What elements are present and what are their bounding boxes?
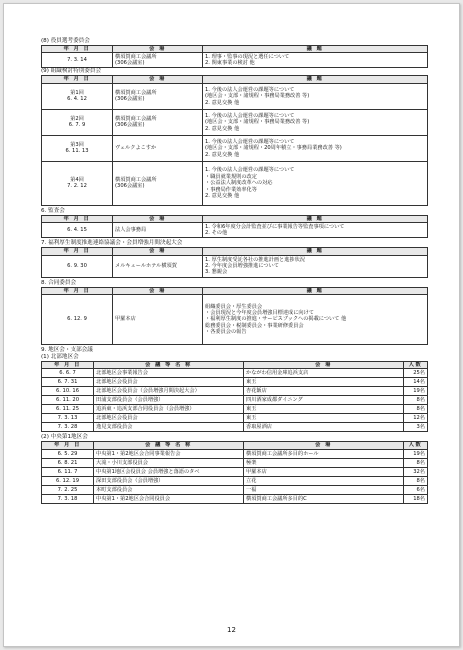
col-count-header: 人数	[404, 362, 428, 369]
col-meeting-header: 会 議 等 名 称	[94, 442, 244, 449]
meeting-name-cell: 田浦支部役員会（会員増強）	[94, 396, 244, 405]
joint-committee-table	[41, 287, 428, 345]
date-cell: 6. 7. 31	[42, 378, 94, 387]
section-title: (9) 組織検討特別委員会	[41, 68, 102, 75]
count-cell: 19名	[404, 387, 428, 396]
venue-cell: 極楽	[244, 458, 404, 467]
table-row	[42, 83, 428, 109]
date-cell: 6. 9. 30	[42, 255, 113, 277]
table-row	[42, 476, 428, 485]
section-title: 6. 監査会	[41, 207, 65, 214]
col-venue-header: 会 場	[113, 287, 203, 294]
col-venue-header: 会 場	[113, 76, 203, 83]
venue-cell: 東玉	[244, 378, 404, 387]
topic-cell: 組織委員会・厚生委員会 ・会員現況と今年度会員増強目標達成に向けて ・福利厚生制度の推進・サービスブックへの掲載について 他 総務委員会・税制委員会・事業研修委員会 ・各委員会の報告	[203, 295, 428, 345]
count-cell: 18名	[404, 494, 428, 503]
table-row	[42, 485, 428, 494]
count-cell: 14名	[404, 378, 428, 387]
meeting-name-cell: 深田支部役員会（会員増強）	[94, 476, 244, 485]
count-cell: 8名	[404, 458, 428, 467]
section-title: 8. 合同委員会	[41, 279, 77, 286]
col-topic-header: 議 題	[203, 76, 428, 83]
date-cell: 6. 10. 16	[42, 387, 94, 396]
document-page	[3, 3, 460, 647]
meeting-name-cell: 北部地区会事業報告会	[94, 369, 244, 378]
count-cell: 8名	[404, 396, 428, 405]
venue-cell: 東玉	[244, 405, 404, 414]
venue-cell: メルキュールホテル横須賀	[113, 255, 203, 277]
venue-cell: 立花	[244, 476, 404, 485]
report-content	[41, 38, 428, 504]
table-row	[42, 467, 428, 476]
table-row	[42, 396, 428, 405]
count-cell: 3名	[404, 423, 428, 432]
col-date-header: 年 月 日	[42, 46, 113, 53]
venue-cell: 横須賀商工会議所 (306会議室)	[113, 109, 203, 135]
date-cell: 6. 12. 9	[42, 295, 113, 345]
central-district-table	[41, 441, 428, 503]
table-row	[42, 161, 428, 205]
meeting-name-cell: 中央第1・第2地区会合同役員会	[94, 494, 244, 503]
meeting-name-cell: 逸見支部役員会	[94, 423, 244, 432]
date-cell: 7. 3. 14	[42, 53, 113, 68]
meeting-name-cell: 北部地区会役員会	[94, 378, 244, 387]
topic-cell: 1. 今後の法人会運営の課題等について (地区会・支部・諸規程・事務局業務改善 等) 2. 意見交換 他	[203, 109, 428, 135]
col-topic-header: 議 題	[203, 248, 428, 255]
date-cell: 7. 3. 18	[42, 494, 94, 503]
date-cell: 6. 4. 15	[42, 223, 113, 238]
col-date-header: 年 月 日	[42, 442, 94, 449]
date-cell: 6. 11. 7	[42, 467, 94, 476]
topic-cell: 1. 今後の法人会運営の課題等について (地区会・支部・諸規程・事務局業務改善 等) 2. 意見交換 他	[203, 83, 428, 109]
topic-cell: 1. 厚生制度受託各社の推進計画と進捗状況 2. 今年度会員増強推進について 3. 懇親会	[203, 255, 428, 277]
venue-cell: 杏花飯店	[244, 387, 404, 396]
col-date-header: 年 月 日	[42, 76, 113, 83]
date-cell: 第3回 6. 11. 13	[42, 135, 113, 161]
date-cell: 第4回 7. 2. 12	[42, 161, 113, 205]
count-cell: 19名	[404, 449, 428, 458]
venue-cell: 四川酒家成都ダイニング	[244, 396, 404, 405]
section-title: 9. 地区会・支部会議	[41, 347, 93, 354]
meeting-name-cell: 北部地区会役員会	[94, 414, 244, 423]
col-topic-header: 議 題	[203, 215, 428, 222]
topic-cell: 1. 理事・監事の現況と選任について 2. 関東事業の検討 他	[203, 53, 428, 68]
table-row	[42, 369, 428, 378]
table-row	[42, 405, 428, 414]
venue-cell: 横須賀商工会議所 (306会議室)	[113, 83, 203, 109]
section-title: (8) 役員選考委員会	[41, 38, 90, 44]
section-title: 7. 福利厚生制度推進連絡協議会・会員増強月間決起大会	[41, 240, 183, 247]
date-cell: 第2回 6. 7. 9	[42, 109, 113, 135]
col-venue-header: 会 場	[244, 442, 404, 449]
subsection-title: (1) 北部地区会	[41, 354, 79, 361]
date-cell: 7. 3. 28	[42, 423, 94, 432]
venue-cell: 一福	[244, 485, 404, 494]
date-cell: 6. 6. 7	[42, 369, 94, 378]
venue-cell: 甲羅本店	[244, 467, 404, 476]
count-cell: 25名	[404, 369, 428, 378]
page-number: 12	[227, 626, 236, 634]
venue-cell: ヴェルクよこすか	[113, 135, 203, 161]
date-cell: 6. 8. 21	[42, 458, 94, 467]
col-venue-header: 会 場	[113, 215, 203, 222]
count-cell: 8名	[404, 476, 428, 485]
table-row	[42, 458, 428, 467]
col-topic-header: 議 題	[203, 46, 428, 53]
officer-selection-table	[41, 45, 428, 68]
col-date-header: 年 月 日	[42, 215, 113, 222]
col-meeting-header: 会 議 等 名 称	[94, 362, 244, 369]
topic-cell: 1. 今後の法人会運営の課題等について ・職員就業規則の改定 ・公益法人制度改革への対応 ・事務局作業効率化等 2. 意見交換 他	[203, 161, 428, 205]
north-district-table	[41, 361, 428, 432]
col-count-header: 人数	[404, 442, 428, 449]
subsection-title: (2) 中央第1地区会	[41, 434, 88, 441]
col-date-header: 年 月 日	[42, 287, 113, 294]
date-cell: 6. 5. 29	[42, 449, 94, 458]
count-cell: 6名	[404, 485, 428, 494]
date-cell: 6. 11. 25	[42, 405, 94, 414]
date-cell: 第1回 6. 4. 12	[42, 83, 113, 109]
venue-cell: 法人会事務局	[113, 223, 203, 238]
table-row	[42, 494, 428, 503]
meeting-name-cell: 追浜東・追浜支部合同役員会（会員増強）	[94, 405, 244, 414]
topic-cell: 1. 今後の法人会運営の課題等について (地区会・支部・諸規程・20周年積立・事務局業務改善 等) 2. 意見交換 他	[203, 135, 428, 161]
table-row	[42, 135, 428, 161]
table-row	[42, 449, 428, 458]
count-cell: 8名	[404, 405, 428, 414]
table-row	[42, 387, 428, 396]
col-venue-header: 会 場	[113, 248, 203, 255]
col-date-header: 年 月 日	[42, 248, 113, 255]
venue-cell: 横須賀商工会議所 (306会議室)	[113, 161, 203, 205]
col-venue-header: 会 場	[244, 362, 404, 369]
col-topic-header: 議 題	[203, 287, 428, 294]
org-review-table	[41, 75, 428, 205]
col-date-header: 年 月 日	[42, 362, 94, 369]
date-cell: 6. 11. 20	[42, 396, 94, 405]
topic-cell: 1. 令和6年度分会計監査並びに事業報告等監査事項について 2. その他	[203, 223, 428, 238]
venue-cell: 東玉	[244, 414, 404, 423]
venue-cell: 香取屋酒店	[244, 423, 404, 432]
welfare-council-table	[41, 247, 428, 277]
meeting-name-cell: 大滝・小川支部役員会	[94, 458, 244, 467]
table-row	[42, 378, 428, 387]
meeting-name-cell: 中央第1地区会役員会 会員増強と落語のタベ	[94, 467, 244, 476]
date-cell: 6. 12. 19	[42, 476, 94, 485]
venue-cell: かながわ信用金庫追浜支店	[244, 369, 404, 378]
count-cell: 12名	[404, 414, 428, 423]
table-row	[42, 414, 428, 423]
meeting-name-cell: 本町支部役員会	[94, 485, 244, 494]
audit-table	[41, 215, 428, 238]
date-cell: 7. 2. 25	[42, 485, 94, 494]
venue-cell: 横須賀商工会議所多目的ホール	[244, 449, 404, 458]
meeting-name-cell: 中央第1・第2地区会合同事業報告会	[94, 449, 244, 458]
date-cell: 7. 3. 13	[42, 414, 94, 423]
table-row	[42, 423, 428, 432]
venue-cell: 横須賀商工会議所 (306会議室)	[113, 53, 203, 68]
count-cell: 32名	[404, 467, 428, 476]
meeting-name-cell: 北部地区会役員会（会員増強月間決起大会）	[94, 387, 244, 396]
venue-cell: 甲羅本店	[113, 295, 203, 345]
venue-cell: 横須賀商工会議所多目的C	[244, 494, 404, 503]
col-venue-header: 会 場	[113, 46, 203, 53]
table-row	[42, 109, 428, 135]
